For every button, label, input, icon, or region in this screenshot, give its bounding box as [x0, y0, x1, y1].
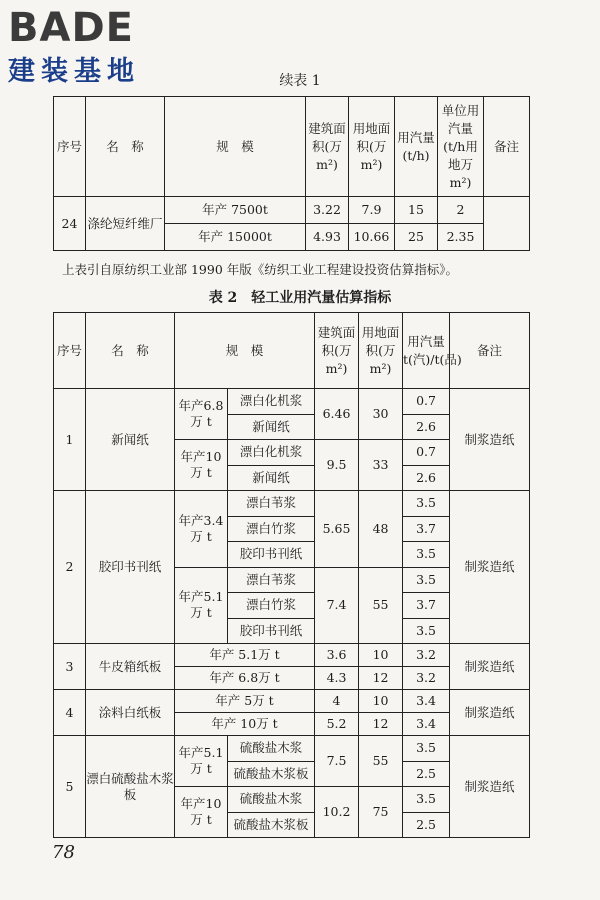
column-header: 单位用汽量(t/h用地万m²) [438, 97, 484, 197]
steam-cell: 3.7 [403, 593, 450, 619]
logo-subtitle: 建装基地 [8, 56, 140, 87]
land-cell: 55 [359, 736, 403, 787]
row-name: 涂料白纸板 [86, 690, 175, 736]
steam-cell: 3.4 [403, 713, 450, 736]
source-note: 上表引自原纺织工业部 1990 年版《纺织工业工程建设投资估算指标》。 [62, 262, 459, 277]
steam-cell: 3.2 [403, 644, 450, 667]
land-cell: 75 [359, 787, 403, 838]
column-header: 用汽量t(汽)/t(品) [403, 313, 450, 389]
remark-cell: 制浆造纸 [450, 389, 530, 491]
steam-cell: 2.6 [403, 414, 450, 440]
steam-cell: 25 [395, 224, 438, 251]
row-number: 4 [54, 690, 86, 736]
column-header: 用地面积(万 m²) [359, 313, 403, 389]
land-cell: 48 [359, 491, 403, 568]
row-number: 24 [54, 197, 86, 251]
capacity-cell: 年产6.8万 t [175, 389, 228, 440]
column-header: 序号 [54, 97, 86, 197]
logo-wordmark: BADE [8, 5, 134, 51]
table-row [54, 491, 530, 517]
scale-cell: 年产 10万 t [175, 713, 315, 736]
product-cell: 漂白化机浆 [228, 389, 315, 415]
product-cell: 硫酸盐木浆板 [228, 812, 315, 838]
scale-cell: 年产 6.8万 t [175, 667, 315, 690]
area-cell: 5.2 [315, 713, 359, 736]
steam-cell: 3.7 [403, 516, 450, 542]
steam-cell: 3.2 [403, 667, 450, 690]
remark-cell: 制浆造纸 [450, 690, 530, 736]
land-cell: 7.9 [349, 197, 395, 224]
column-header: 备注 [450, 313, 530, 389]
capacity-cell: 年产3.4万 t [175, 491, 228, 568]
area-cell: 4 [315, 690, 359, 713]
area-cell: 3.22 [306, 197, 349, 224]
land-cell: 10 [359, 644, 403, 667]
table-row [54, 690, 530, 713]
column-header: 名 称 [86, 97, 165, 197]
row-name: 漂白硫酸盐木浆板 [86, 736, 175, 838]
unit-steam-cell: 2.35 [438, 224, 484, 251]
capacity-cell: 年产10万 t [175, 787, 228, 838]
table1-caption: 续表 1 [279, 73, 321, 89]
land-cell: 10.66 [349, 224, 395, 251]
table-row [54, 736, 530, 762]
steam-cell: 3.5 [403, 736, 450, 762]
steam-cell: 2.5 [403, 761, 450, 787]
area-cell: 4.93 [306, 224, 349, 251]
scale-cell: 年产 5.1万 t [175, 644, 315, 667]
row-name: 牛皮箱纸板 [86, 644, 175, 690]
area-cell: 9.5 [315, 440, 359, 491]
product-cell: 漂白竹浆 [228, 516, 315, 542]
column-header: 建筑面积(万 m²) [306, 97, 349, 197]
table2 [53, 312, 530, 838]
remark-cell [484, 197, 530, 251]
scale-cell: 年产 5万 t [175, 690, 315, 713]
row-number: 1 [54, 389, 86, 491]
column-header: 规 模 [165, 97, 306, 197]
product-cell: 新闻纸 [228, 465, 315, 491]
column-header: 备注 [484, 97, 530, 197]
column-header: 用汽量(t/h) [395, 97, 438, 197]
area-cell: 10.2 [315, 787, 359, 838]
column-header: 规 模 [175, 313, 315, 389]
capacity-cell: 年产5.1万 t [175, 567, 228, 644]
column-header: 序号 [54, 313, 86, 389]
remark-cell: 制浆造纸 [450, 644, 530, 690]
steam-cell: 3.5 [403, 618, 450, 644]
area-cell: 7.4 [315, 567, 359, 644]
table1 [53, 96, 530, 251]
steam-cell: 3.5 [403, 787, 450, 813]
scale-cell: 年产 7500t [165, 197, 306, 224]
capacity-cell: 年产10万 t [175, 440, 228, 491]
product-cell: 胶印书刊纸 [228, 542, 315, 568]
product-cell: 漂白竹浆 [228, 593, 315, 619]
row-name: 胶印书刊纸 [86, 491, 175, 644]
column-header: 名 称 [86, 313, 175, 389]
product-cell: 漂白苇浆 [228, 491, 315, 517]
steam-cell: 2.6 [403, 465, 450, 491]
table-row [54, 389, 530, 415]
area-cell: 4.3 [315, 667, 359, 690]
steam-cell: 15 [395, 197, 438, 224]
column-header: 建筑面积(万 m²) [315, 313, 359, 389]
steam-cell: 3.5 [403, 491, 450, 517]
product-cell: 漂白苇浆 [228, 567, 315, 593]
scale-cell: 年产 15000t [165, 224, 306, 251]
land-cell: 30 [359, 389, 403, 440]
row-number: 5 [54, 736, 86, 838]
product-cell: 胶印书刊纸 [228, 618, 315, 644]
product-cell: 硫酸盐木浆 [228, 787, 315, 813]
land-cell: 55 [359, 567, 403, 644]
column-header: 用地面积(万 m²) [349, 97, 395, 197]
area-cell: 3.6 [315, 644, 359, 667]
row-name: 涤纶短纤维厂 [86, 197, 165, 251]
product-cell: 硫酸盐木浆 [228, 736, 315, 762]
area-cell: 6.46 [315, 389, 359, 440]
area-cell: 7.5 [315, 736, 359, 787]
row-number: 2 [54, 491, 86, 644]
remark-cell: 制浆造纸 [450, 491, 530, 644]
steam-cell: 3.5 [403, 542, 450, 568]
row-name: 新闻纸 [86, 389, 175, 491]
product-cell: 漂白化机浆 [228, 440, 315, 466]
steam-cell: 3.5 [403, 567, 450, 593]
steam-cell: 0.7 [403, 389, 450, 415]
capacity-cell: 年产5.1万 t [175, 736, 228, 787]
steam-cell: 2.5 [403, 812, 450, 838]
product-cell: 新闻纸 [228, 414, 315, 440]
table-row [54, 644, 530, 667]
row-number: 3 [54, 644, 86, 690]
land-cell: 33 [359, 440, 403, 491]
product-cell: 硫酸盐木浆板 [228, 761, 315, 787]
remark-cell: 制浆造纸 [450, 736, 530, 838]
page-number: 78 [52, 842, 75, 863]
table2-caption: 表 2 轻工业用汽量估算指标 [208, 290, 392, 306]
unit-steam-cell: 2 [438, 197, 484, 224]
land-cell: 12 [359, 713, 403, 736]
table-row [54, 197, 530, 224]
land-cell: 12 [359, 667, 403, 690]
steam-cell: 3.4 [403, 690, 450, 713]
steam-cell: 0.7 [403, 440, 450, 466]
land-cell: 10 [359, 690, 403, 713]
area-cell: 5.65 [315, 491, 359, 568]
